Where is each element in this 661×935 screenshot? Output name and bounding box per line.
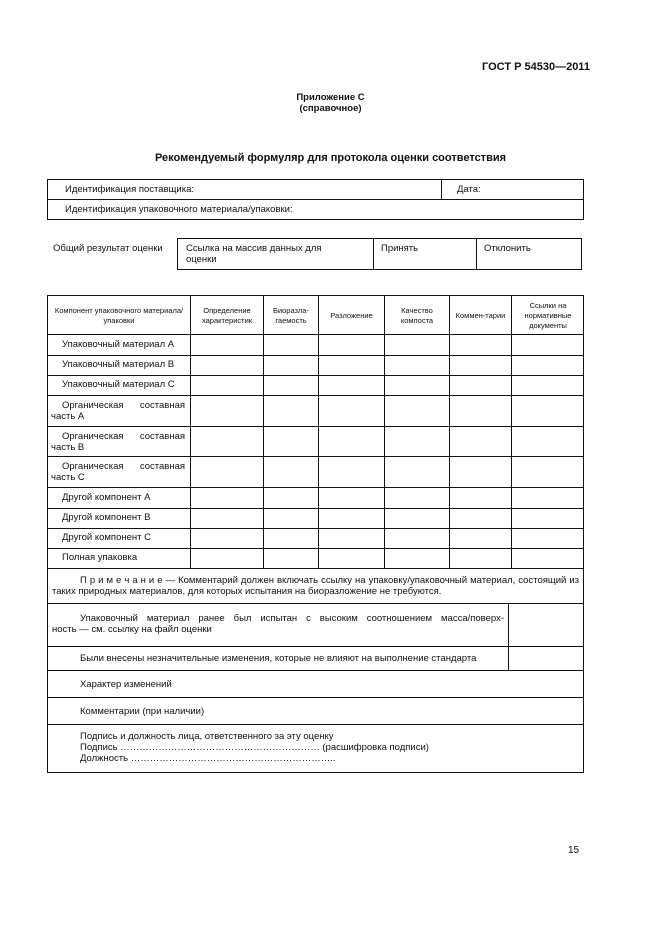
header-characterization: Определение характеристик [201,305,253,325]
header-biodegradability: Биоразла-гаемость [273,305,309,325]
header-comments: Коммен-тарии [455,310,506,320]
reject-option[interactable]: Отклонить [484,243,531,254]
header-component: Компонент упаковочного материала/упаковки [54,305,184,325]
row-material-c: Упаковочный материал С [62,379,175,390]
row-other-b: Другой компонент В [62,512,151,523]
overall-result-label: Общий результат оценки [53,243,163,254]
previously-tested-text: Упаковочный материал ранее был испытан с высоким соотношением масса/поверх- ность — см. ссылку на файл оценки [52,613,504,635]
header-compost-quality: Качество компоста [400,305,434,325]
accept-option[interactable]: Принять [381,243,419,254]
standard-number: ГОСТ Р 54530—2011 [482,61,590,73]
page-number: 15 [568,845,580,856]
row-material-a: Упаковочный материал А [62,339,175,350]
nature-of-changes-field[interactable]: Характер изменений [80,679,172,690]
row-organic-c: Органическая составная часть С [51,461,185,483]
appendix-heading [0,92,661,114]
appendix-subtitle: (справочное) [299,103,362,114]
supplier-id-field[interactable]: Идентификация поставщика: [65,184,195,195]
row-full-package: Полная упаковка [62,552,138,563]
minor-changes-text: Были внесены незначительные изменения, которые не влияют на выполнение стандарта [80,653,477,664]
row-other-a: Другой компонент А [62,492,151,503]
header-references: Ссылки на нормативные документы [524,300,572,330]
row-material-b: Упаковочный материал В [62,359,175,370]
date-field[interactable]: Дата: [457,184,481,195]
signature-block [80,731,560,764]
row-other-c: Другой компонент С [62,532,151,543]
comments-field[interactable]: Комментарии (при наличии) [80,706,205,717]
header-disintegration: Разложение [330,310,373,320]
position-line[interactable]: Должность ……………………………………………………….. [80,753,336,764]
appendix-title: Приложение С [296,92,365,103]
material-id-field[interactable]: Идентификация упаковочного материала/упаковки: [65,204,293,215]
table-note: П р и м е ч а н и е — Комментарий должен включать ссылку на упаковку/упаковочный материал, состоящий из таких природных материалов, для которых испытания на биоразложение не требуются. [52,575,579,597]
signature-line[interactable]: Подпись ……………………………………………………… (расшифровка подписи) [80,742,429,753]
signature-title: Подпись и должность лица, ответственного за эту оценку [80,731,334,742]
row-organic-b: Органическая составная часть В [51,431,185,453]
form-title: Рекомендуемый формуляр для протокола оценки соответствия [154,152,507,164]
row-organic-a: Органическая составная часть А [51,400,185,422]
data-reference-field[interactable]: Ссылка на массив данных для оценки [186,243,322,265]
